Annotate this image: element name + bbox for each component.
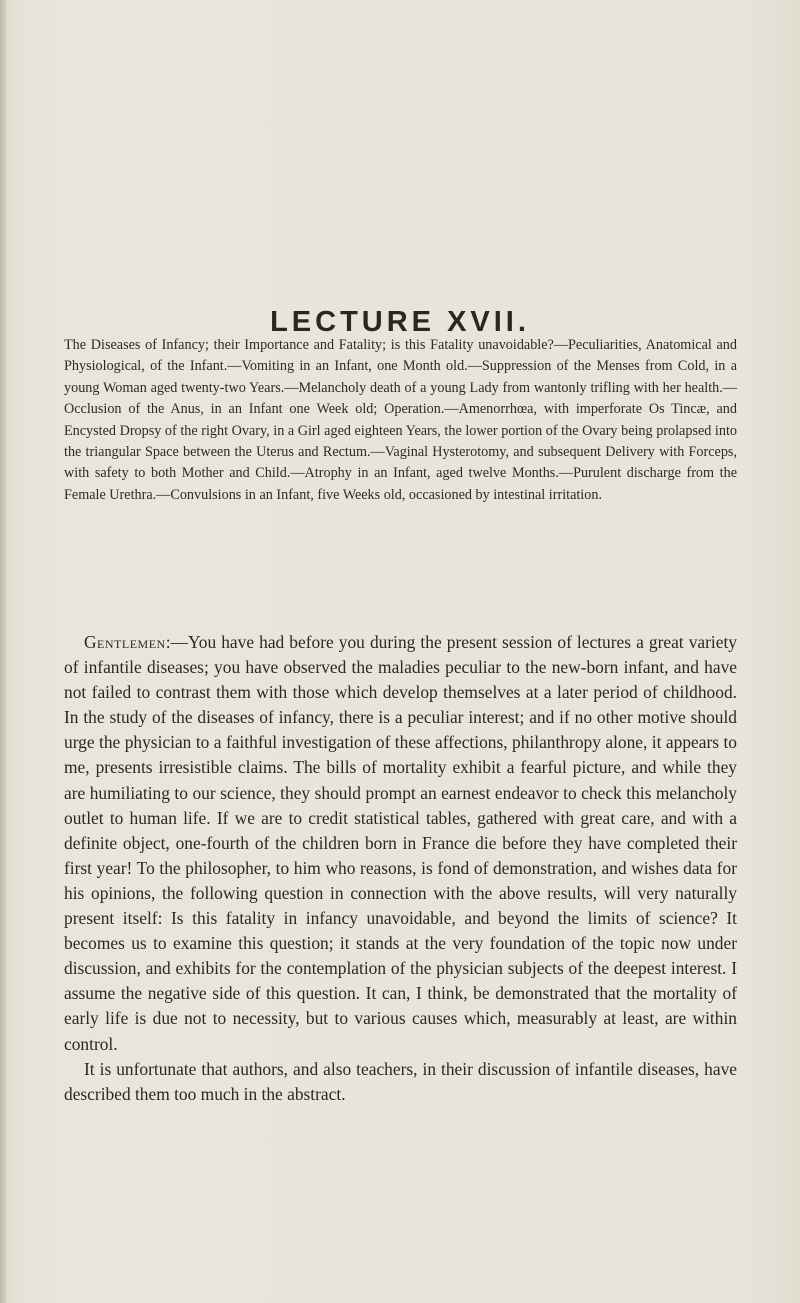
lecture-title: LECTURE XVII. <box>270 306 530 339</box>
body-paragraph-2: It is unfortunate that authors, and also teachers, in their discussion of infantile diseases, have described them too much in the abstract. <box>64 1058 737 1104</box>
lecture-body <box>64 630 737 1107</box>
paragraph-1-text: :—You have had before you during the present session of lectures a great variety of infantile diseases; you have observed the maladies peculiar to the new-born infant, and have not failed to contrast them with those which develop themselves at a later period of childhood. In the study of the diseases of infancy, there is a peculiar interest; and if no other motive should urge the physician to a faithful investigation of these affections, philanthropy alone, it appears to me, presents irresistible claims. The bills of mortality exhibit a fearful picture, and while they are humiliating to our science, they should prompt an earnest endeavor to check this melancholy outlet to human life. If we are to credit statistical tables, gathered with great care, and with a definite object, one-fourth of the children born in France die before they have completed their first year! To the philosopher, to him who reasons, is fond of demonstration, and wishes data for his opinions, the following question in connection with the above results, will very naturally present itself: Is this fatality in infancy unavoidable, and beyond the limits of science? It becomes us to examine this question; it stands at the very foundation of the topic now under discussion, and exhibits for the contemplation of the physician subjects of the deepest interest. I assume the negative side of this question. It can, I think, be demonstrated that the mortality of early life is due not to necessity, but to various causes which, measurably at least, are within control. <box>64 632 737 1054</box>
lecture-summary: The Diseases of Infancy; their Importance and Fatality; is this Fatality unavoidable?—Peculiarities, Anatomical and Physiological, of the Infant.—Vomiting in an Infant, one Month old.—Suppression of the Menses from Cold, in a young Woman aged twenty-two Years.—Melancholy death of a young Lady from wantonly trifling with her health.—Occlusion of the Anus, in an Infant one Week old; Operation.—Amenorrhœa, with imperforate Os Tincæ, and Encysted Dropsy of the right Ovary, in a Girl aged eighteen Years, the lower portion of the Ovary being prolapsed into the triangular Space between the Uterus and Rectum.—Vaginal Hysterotomy, and subsequent Delivery with Forceps, with safety to both Mother and Child.—Atrophy in an Infant, aged twelve Months.—Purulent discharge from the Female Urethra.—Convulsions in an Infant, five Weeks old, occasioned by intestinal irritation. <box>64 337 737 503</box>
page-binding-edge <box>0 0 6 1303</box>
salutation: Gentlemen <box>84 632 166 652</box>
body-paragraph-1 <box>64 630 737 1057</box>
